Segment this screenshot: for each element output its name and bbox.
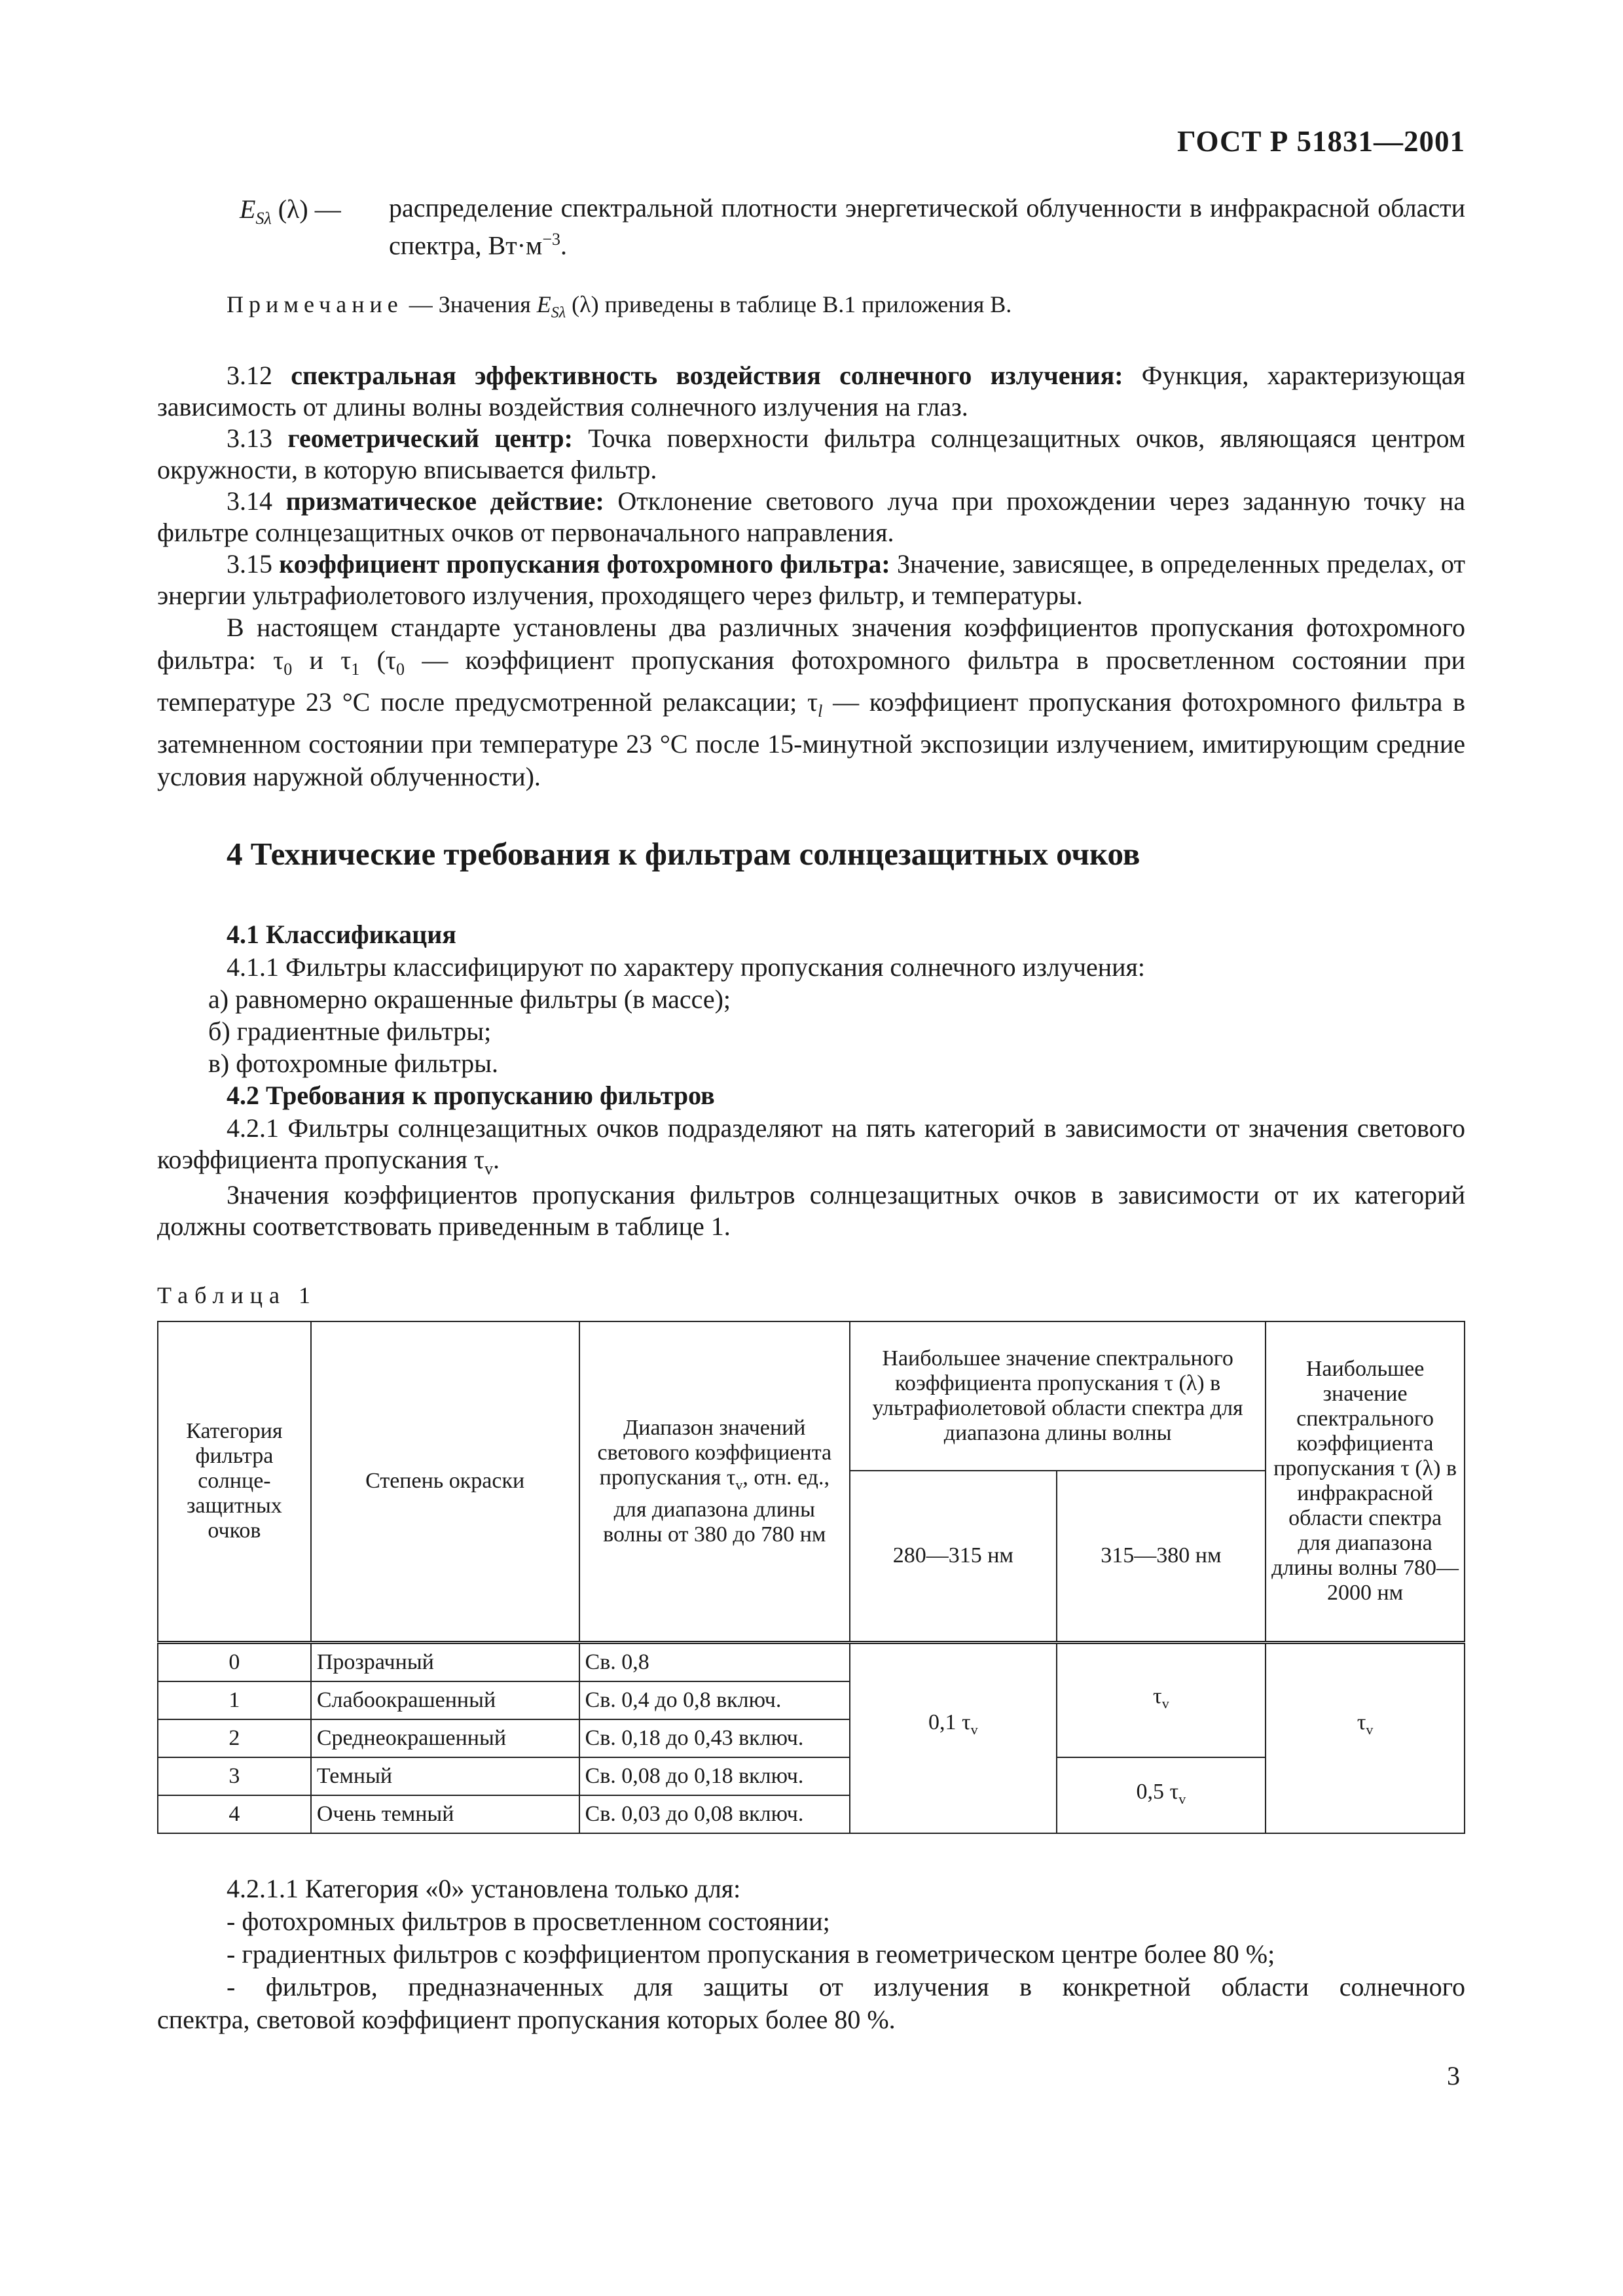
cell-uv2-bottom: 0,5 $\tau_v$ xyxy=(1057,1757,1266,1833)
cell-uv2-top: $\tau_v$ xyxy=(1057,1642,1266,1757)
cell-tint: Среднеокрашенный xyxy=(311,1719,579,1757)
definition-symbol: $E_{S\lambda}$ (λ) — xyxy=(240,194,341,228)
cell-tint: Очень темный xyxy=(311,1795,579,1833)
cell-range: Св. 0,03 до 0,08 включ. xyxy=(579,1795,850,1833)
cell-ir-value: $\tau_v$ xyxy=(1266,1642,1465,1833)
term-3-12: 3.12 спектральная эффективность воздействия солнечного излучения: Функция, характеризующая зависимость от длины волны воздействия солнечного излучения на глаз. xyxy=(157,361,1465,422)
cell-tint: Темный xyxy=(311,1757,579,1795)
cell-range: Св. 0,8 xyxy=(579,1642,850,1681)
list-item: а) равномерно окрашенные фильтры (в массе); xyxy=(208,984,731,1014)
definition-text: распределение спектральной плотности энергетической облученности в инфракрасной области спектра, $Вт\cdot м^{-3}$. xyxy=(389,193,1465,260)
clause-4-2-1: 4.2.1 Фильтры солнцезащитных очков подразделяют на пять категорий в зависимости от значения светового коэффициента пропускания $\tau_v$. xyxy=(157,1113,1465,1178)
cell-range: Св. 0,4 до 0,8 включ. xyxy=(579,1681,850,1719)
list-item: - фотохромных фильтров в просветленном состоянии; xyxy=(227,1907,830,1936)
cell-category: 2 xyxy=(158,1719,311,1757)
cell-range: Св. 0,18 до 0,43 включ. xyxy=(579,1719,850,1757)
table-1 xyxy=(157,1321,1465,1834)
section-4-title: 4 Технические требования к фильтрам солнцезащитных очков xyxy=(227,836,1140,872)
standard-id: ГОСТ Р 51831—2001 xyxy=(1176,125,1465,158)
table-label: Таблица 1 xyxy=(157,1282,317,1308)
clause-4-2-1-1: 4.2.1.1 Категория «0» установлена только для: xyxy=(227,1874,741,1903)
term-3-13: 3.13 геометрический центр: Точка поверхности фильтра солнцезащитных очков, являющаяся центром окружности, в которую вписывается фильтр. xyxy=(157,423,1466,484)
clause-4-1-1: 4.1.1 Фильтры классифицируют по характеру пропускания солнечного излучения: xyxy=(227,952,1146,982)
cell-tint: Слабоокрашенный xyxy=(311,1681,579,1719)
list-item: б) градиентные фильтры; xyxy=(208,1016,492,1046)
header-tint: Степень окраски xyxy=(311,1321,579,1642)
list-item: в) фотохромные фильтры. xyxy=(208,1049,498,1078)
header-category: Категория фильтра солнце-защитных очков xyxy=(158,1321,311,1642)
page-number: 3 xyxy=(1447,2061,1460,2090)
header-range: Диапазон значений светового коэффициента пропускания $\tau_v$, отн. ед., для диапазона длины волны от 380 до 780 нм xyxy=(579,1321,850,1642)
table-row xyxy=(158,1642,1465,1681)
section-4-2-title: 4.2 Требования к пропусканию фильтров xyxy=(227,1081,715,1110)
list-item: - фильтров, предназначенных для защиты от излучения в конкретной области солнечного xyxy=(227,1972,1465,2001)
section-4-1-title: 4.1 Классификация xyxy=(227,920,456,949)
list-item: - градиентных фильтров с коэффициентом пропускания в геометрическом центре более 80 %; xyxy=(227,1939,1275,1969)
cell-uv1-value: 0,1 $\tau_v$ xyxy=(850,1642,1057,1833)
header-uv-315-380: 315—380 нм xyxy=(1057,1471,1266,1642)
photochromic-paragraph: В настоящем стандарте установлены два различных значения коэффициентов пропускания фотохромного фильтра: $\tau_0$ и $\tau_1$ ($\tau_0$ — коэффициент пропускания фотохромного фильтра в просветленном состоянии при температуре 23 °С после предусмотренной релаксации; $\tau_l$ — коэффициент пропускания фотохромного фильтра в затемненном состоянии при температуре 23 °С после 15-минутной экспозиции излучением, имитирующим средние условия наружной облученности). xyxy=(157,613,1465,791)
cell-range: Св. 0,08 до 0,18 включ. xyxy=(579,1757,850,1795)
cell-category: 1 xyxy=(158,1681,311,1719)
header-ir: Наибольшее значение спектрального коэффициента пропускания τ (λ) в инфракрасной области спектра для диапазона длины волны 780—2000 нм xyxy=(1266,1321,1465,1642)
header-uv: Наибольшее значение спектрального коэффициента пропускания τ (λ) в ультрафиолетовой области спектра для диапазона длины волны xyxy=(850,1321,1266,1471)
table-intro: Значения коэффициентов пропускания фильтров солнцезащитных очков в зависимости от их категорий должны соответствовать приведенным в таблице 1. xyxy=(157,1180,1465,1241)
cell-category: 0 xyxy=(158,1642,311,1681)
cell-category: 4 xyxy=(158,1795,311,1833)
term-3-14: 3.14 призматическое действие: Отклонение светового луча при прохождении через заданную точку на фильтре солнцезащитных очков от первоначального направления. xyxy=(157,486,1466,547)
cell-category: 3 xyxy=(158,1757,311,1795)
term-3-15: 3.15 коэффициент пропускания фотохромного фильтра: Значение, зависящее, в определенных пределах, от энергии ультрафиолетового излучения, проходящего через фильтр, и температуры. xyxy=(157,549,1465,610)
note: Примечание — Значения $E_{S\lambda}$ (λ) приведены в таблице В.1 приложения В. xyxy=(227,291,1012,322)
list-item-continuation: спектра, световой коэффициент пропускания которых более 80 %. xyxy=(157,2005,896,2034)
cell-tint: Прозрачный xyxy=(311,1642,579,1681)
header-uv-280-315: 280—315 нм xyxy=(850,1471,1057,1642)
